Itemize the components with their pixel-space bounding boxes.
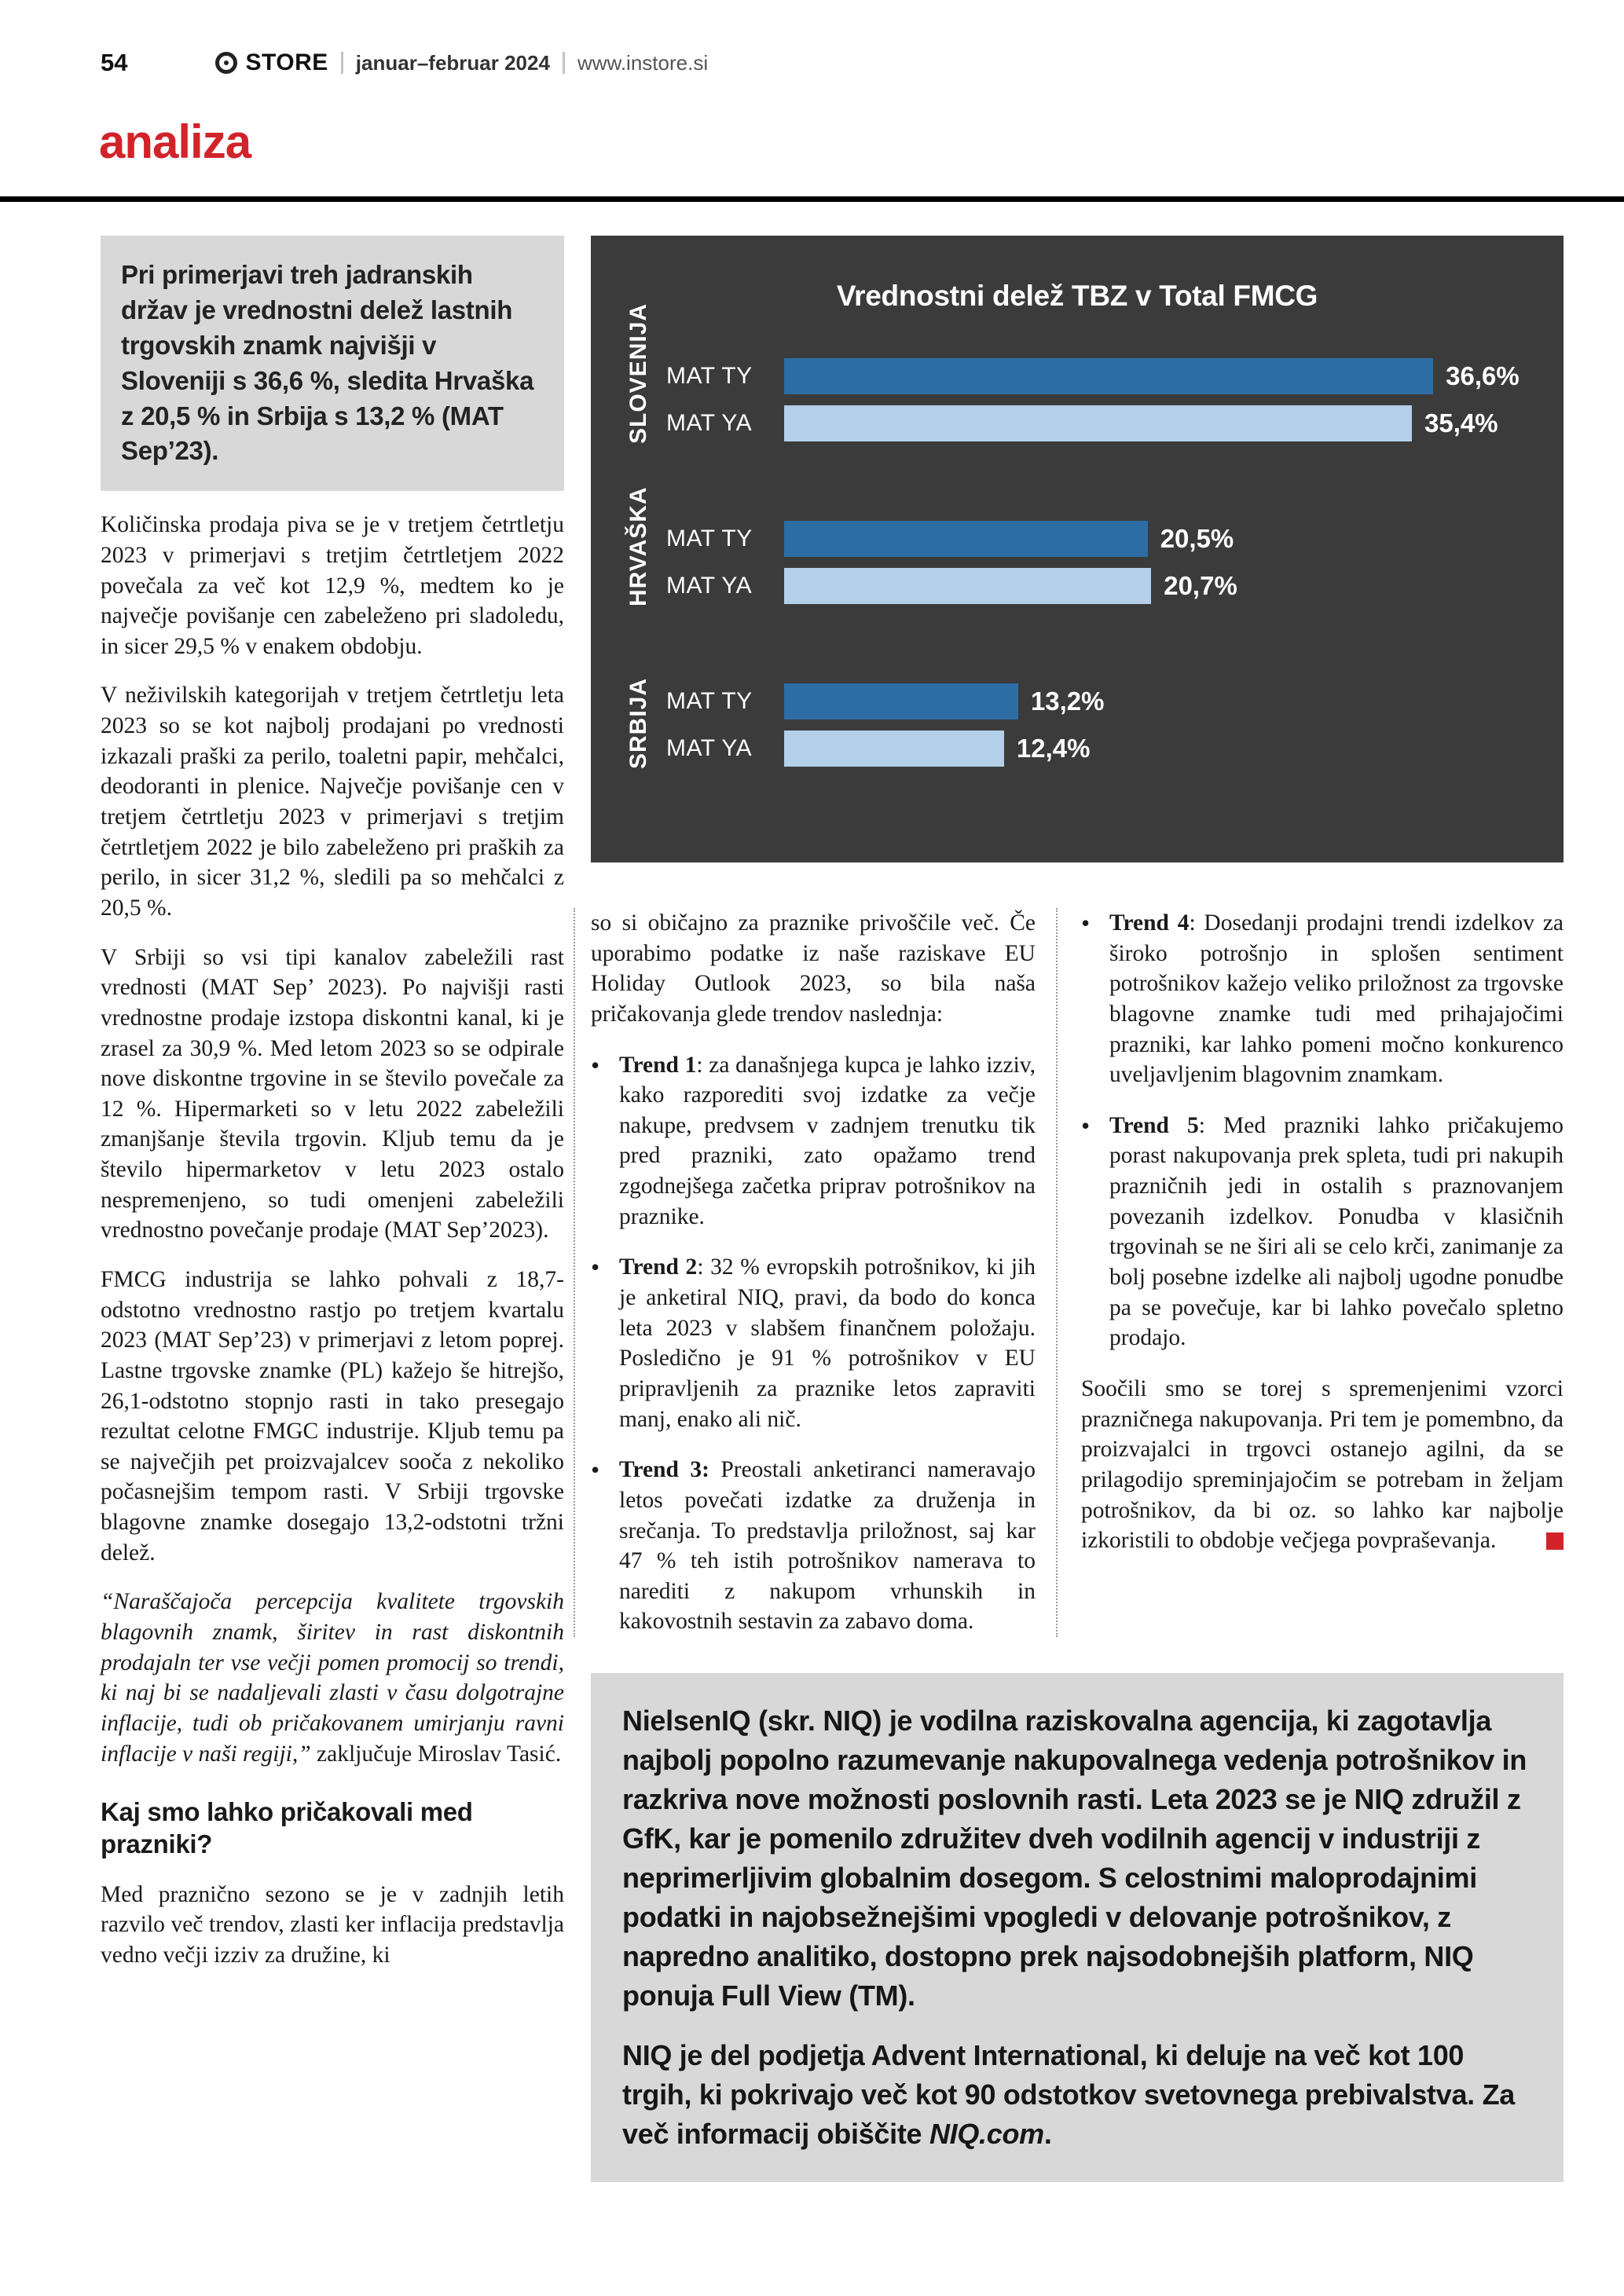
chart-value-label: 36,6% (1446, 361, 1520, 390)
quote-text: “Naraščajoča percepcija kvalitete trgovskih blagovnih znamk, širitev in rast diskontnih prodajaln ter vse večji pomen promocij so trendi, ki naj bi se nadaljevali zlasti v času dolgotrajne inflacije, tudi ob pričakovanem umirjanju ravni inflacije v naši regiji,” (101, 1589, 564, 1767)
subheading: Kaj smo lahko pričakovali med prazniki? (101, 1797, 473, 1859)
bullet-item (591, 1252, 1036, 1434)
quote-attribution: zaključuje Miroslav Tasić. (310, 1741, 562, 1767)
chart-bar-row (666, 357, 1529, 395)
bullet-item (1081, 908, 1564, 1090)
trend-text (1109, 1111, 1564, 1353)
text-columns (591, 908, 1564, 1637)
bullet-item (591, 1455, 1036, 1637)
footer-text: . (1043, 2118, 1052, 2151)
chart-bar (784, 568, 1151, 604)
left-column (101, 236, 564, 1971)
chart-bar-track (784, 568, 1529, 604)
issue-date: januar–februar 2024 (355, 50, 550, 75)
chart-series-label: MAT YA (666, 735, 753, 761)
chart-bar (784, 405, 1412, 441)
chart-series-label: MAT YA (666, 573, 753, 599)
trend-body: : Med prazniki lahko pričakujemo porast nakupovanja prek spleta, tudi pri nakupih prazničnih jedi in ostalih s praznovanjem povezanih izdelkov. Ponudba v klasičnih trgovinah se ne širi ali se celo krči, zanimanje za bolj posebne izdelke ali najbolj ugodne ponudbe pa se povečuje, kar bi lahko povečalo spletno prodajo. (1109, 1112, 1564, 1351)
trend-body: Preostali anketiranci nameravajo letos povečati izdatke za druženja in srečanja. To predstavlja priložnost, saj kar 47 % teh istih potrošnikov namerava to narediti z nakupom vrhunskih in kakovostnih sestavin za zabavo doma. (619, 1457, 1036, 1635)
trend-text (619, 1455, 1036, 1637)
page-number: 54 (101, 49, 128, 76)
chart-value-label: 13,2% (1030, 687, 1105, 716)
intro-highlight-box: Pri primerjavi treh jadranskih držav je vrednostni delež lastnih trgovskih znamk najvišji v Sloveniji s 36,6 %, sledita Hrvaška z 20,5 % in Srbija s 13,2 % (MAT Sep’23). (101, 236, 564, 491)
divider-rule (0, 196, 1624, 202)
tbz-share-chart (591, 236, 1564, 862)
chart-category-label: SRBIJA (625, 677, 651, 769)
section-title: analiza (99, 115, 251, 168)
chart-bar (784, 358, 1433, 394)
nielseniq-info-box (591, 1673, 1564, 2182)
middle-column (574, 908, 1036, 1637)
chart-bar-track (784, 683, 1529, 720)
trend-body: : Dosedanji prodajni trendi izdelkov za široko potrošnjo in splošen sentiment potrošnikov kažejo veliko priložnost za trgovske blagovne znamke tudi med prihajajočimi prazniki, kar lahko pomeni močno konkurenco uveljavljenim blagovnim znamkam. (1109, 910, 1564, 1088)
trend-label: Trend 5 (1109, 1112, 1199, 1138)
chart-group-slovenija (625, 302, 1529, 444)
closing-text: Soočili smo se torej s spremenjenimi vzorci prazničnega nakupovanja. Pri tem je pomembno, da proizvajalci in trgovci ostanejo agilni, da se prilagodijo spreminjajočim se potrebam in željam potrošnikov, da bi oz. so lahko kar najbolje izkoristili to obdobje večjega povpraševanja. (1081, 1375, 1564, 1554)
instore-logo-icon (215, 52, 237, 74)
website-link[interactable]: www.instore.si (577, 50, 709, 75)
right-region (591, 236, 1564, 2182)
magazine-masthead (215, 49, 708, 76)
chart-group-hrvaska (625, 486, 1529, 606)
chart-series-label: MAT TY (666, 525, 753, 551)
footer-text: NIQ je del podjetja Advent International, ki deluje na več kot 100 trgih, ki pokrivajo več kot 90 odstotkov svetovnega prebivalstva. Za več informacij obiščite (622, 2039, 1515, 2151)
chart-value-label: 12,4% (1016, 734, 1091, 763)
header-separator (341, 52, 343, 74)
chart-bar (784, 521, 1148, 557)
footer-paragraph (622, 2036, 1532, 2154)
page-header (101, 49, 708, 77)
bullet-item (1081, 1111, 1564, 1353)
chart-bar-track (784, 521, 1529, 557)
brand-name: STORE (245, 49, 328, 75)
chart-value-label: 20,7% (1164, 571, 1237, 600)
chart-series-label: MAT TY (666, 688, 753, 714)
chart-bar-row (666, 405, 1529, 442)
chart-bar (784, 731, 1004, 767)
bullet-dot-icon: • (1081, 1111, 1091, 1140)
body-paragraph: V neživilskih kategorijah v tretjem četrtletju leta 2023 so se kot najbolj prodajani po vrednosti izkazali praški za perilo, toaletni papir, mehčalci, deodoranti in plenice. Največje povišanje cen v tretjem četrtletju 2023 v primerjavi s tretjim četrtletjem 2022 je bilo zabeleženo pri praških za perilo, in sicer 31,2 %, sledili pa so mehčalci z 20,5 %. (101, 683, 564, 921)
chart-value-label: 35,4% (1424, 408, 1498, 438)
chart-series-label: MAT YA (666, 410, 753, 436)
chart-bar-row (666, 520, 1529, 558)
body-paragraph: Med praznično sezono se je v zadnjih letih razvilo več trendov, zlasti ker inflacija predstavlja vedno večji izziv za družine, ki (101, 1881, 564, 1968)
bullet-item (591, 1050, 1036, 1232)
chart-bar (784, 683, 1018, 720)
body-paragraph: Količinska prodaja piva se je v tretjem četrtletju 2023 v primerjavi s tretjim četrtletjem 2022 povečala za več kot 12,9 %, medtem ko je največje povišanje cen zabeleženo pri sladoledu, in sicer 29,5 % v enakem obdobju. (101, 512, 564, 659)
trend-text (619, 1050, 1036, 1232)
body-paragraph: FMCG industrija se lahko pohvali z 18,7-odstotno vrednostno rastjo po tretjem kvartalu 2023 (MAT Sep’23) v primerjavi z letom poprej. Lastne trgovske znamke (PL) kažejo še hitrejšo, 26,1-odstotno stopnjo rasti in tako presegajo rezultat celotne FMGC industrije. Kljub temu pa se največjih pet proizvajalcev sooča z nekoliko počasnejšim tempom rasti. V Srbiji trgovske blagovne znamke dosegajo 13,2-odstotni tržni delež. (101, 1266, 564, 1565)
body-paragraph: V Srbiji so vsi tipi kanalov zabeležili rast vrednosti (MAT Sep’ 2023). Po najvišji rasti vrednostne prodaje izstopa diskontni kanal, ki je zrasel za 30,9 %. Med letom 2023 so se odpirale nove diskontne trgovine in se število povečale za 12 %. Hipermarketi so v letu 2022 zabeležili zmanjšanje števila trgovin. Kljub temu da je število hipermarketov v letu 2023 ostalo nespremenjeno, so tudi omenjeni zabeležili vrednostno povečanje prodaje (MAT Sep’2023). (101, 944, 564, 1243)
bullet-dot-icon: • (591, 1050, 600, 1079)
chart-category-label: HRVAŠKA (625, 486, 651, 606)
chart-group-srbija (625, 677, 1529, 769)
chart-groups (625, 302, 1529, 769)
trend-label: Trend 1 (619, 1052, 697, 1078)
trend-text (619, 1252, 1036, 1434)
trend-label: Trend 4 (1109, 910, 1190, 936)
trend-label: Trend 2 (619, 1254, 698, 1280)
chart-bar-track (784, 358, 1529, 394)
chart-bar-track (784, 731, 1529, 767)
chart-bar-row (666, 567, 1529, 605)
chart-bar-row (666, 730, 1529, 767)
chart-title: Vrednostni delež TBZ v Total FMCG (836, 280, 1318, 312)
chart-series-label: MAT TY (666, 363, 753, 389)
chart-bar-track (784, 405, 1529, 441)
bullet-dot-icon: • (1081, 909, 1091, 937)
bullet-dot-icon: • (591, 1456, 600, 1485)
closing-paragraph (1081, 1374, 1564, 1556)
trend-text (1109, 908, 1564, 1090)
chart-value-label: 20,5% (1160, 524, 1234, 553)
trend-body: : za današnjega kupca je lahko izziv, kako razporediti svoj izdatke za večje nakupe, predvsem v zadnjem trenutku tik pred prazniki, zato opažamo trend zgodnejšega začetka priprav potrošnikov na praznike. (619, 1052, 1036, 1229)
niq-site-link[interactable]: NIQ.com (929, 2118, 1044, 2151)
chart-category-label: SLOVENIJA (625, 302, 651, 444)
trend-body: : 32 % evropskih potrošnikov, ki jih je anketiral NIQ, pravi, da bodo do konca leta 2023 v slabšem finančnem položaju. Posledično je 91 % potrošnikov v EU pripravljenih za praznike letos zapraviti manj, enako ali nič. (619, 1254, 1036, 1432)
body-paragraph: so si običajno za praznike privoščile več. Če uporabimo podatke iz naše raziskave EU Holiday Outlook 2023, so bila naša pričakovanja glede trendov naslednja: (591, 910, 1036, 1027)
footer-paragraph: NielsenIQ (skr. NIQ) je vodilna raziskovalna agencija, ki zagotavlja najbolj popolno razumevanje nakupovalnega vedenja potrošnikov in razkriva nove možnosti poslovnih rasti. Leta 2023 se je NIQ združil z GfK, kar je pomenilo združitev dveh vodilnih agencij v industriji z neprimerljivim globalnim dosegom. S celostnimi maloprodajnimi podatki in najobsežnejšimi vpogledi v delovanje potrošnikov, z napredno analitiko, dostopno prek najsodobnejših platform, NIQ ponuja Full View (TM). (622, 1705, 1527, 2012)
trend-label: Trend 3: (619, 1457, 709, 1483)
quote-paragraph (101, 1587, 564, 1769)
right-column (1056, 908, 1564, 1637)
chart-bar-row (666, 683, 1529, 720)
header-separator (563, 52, 565, 74)
bullet-dot-icon: • (591, 1253, 600, 1282)
article-end-mark (1546, 1532, 1564, 1550)
